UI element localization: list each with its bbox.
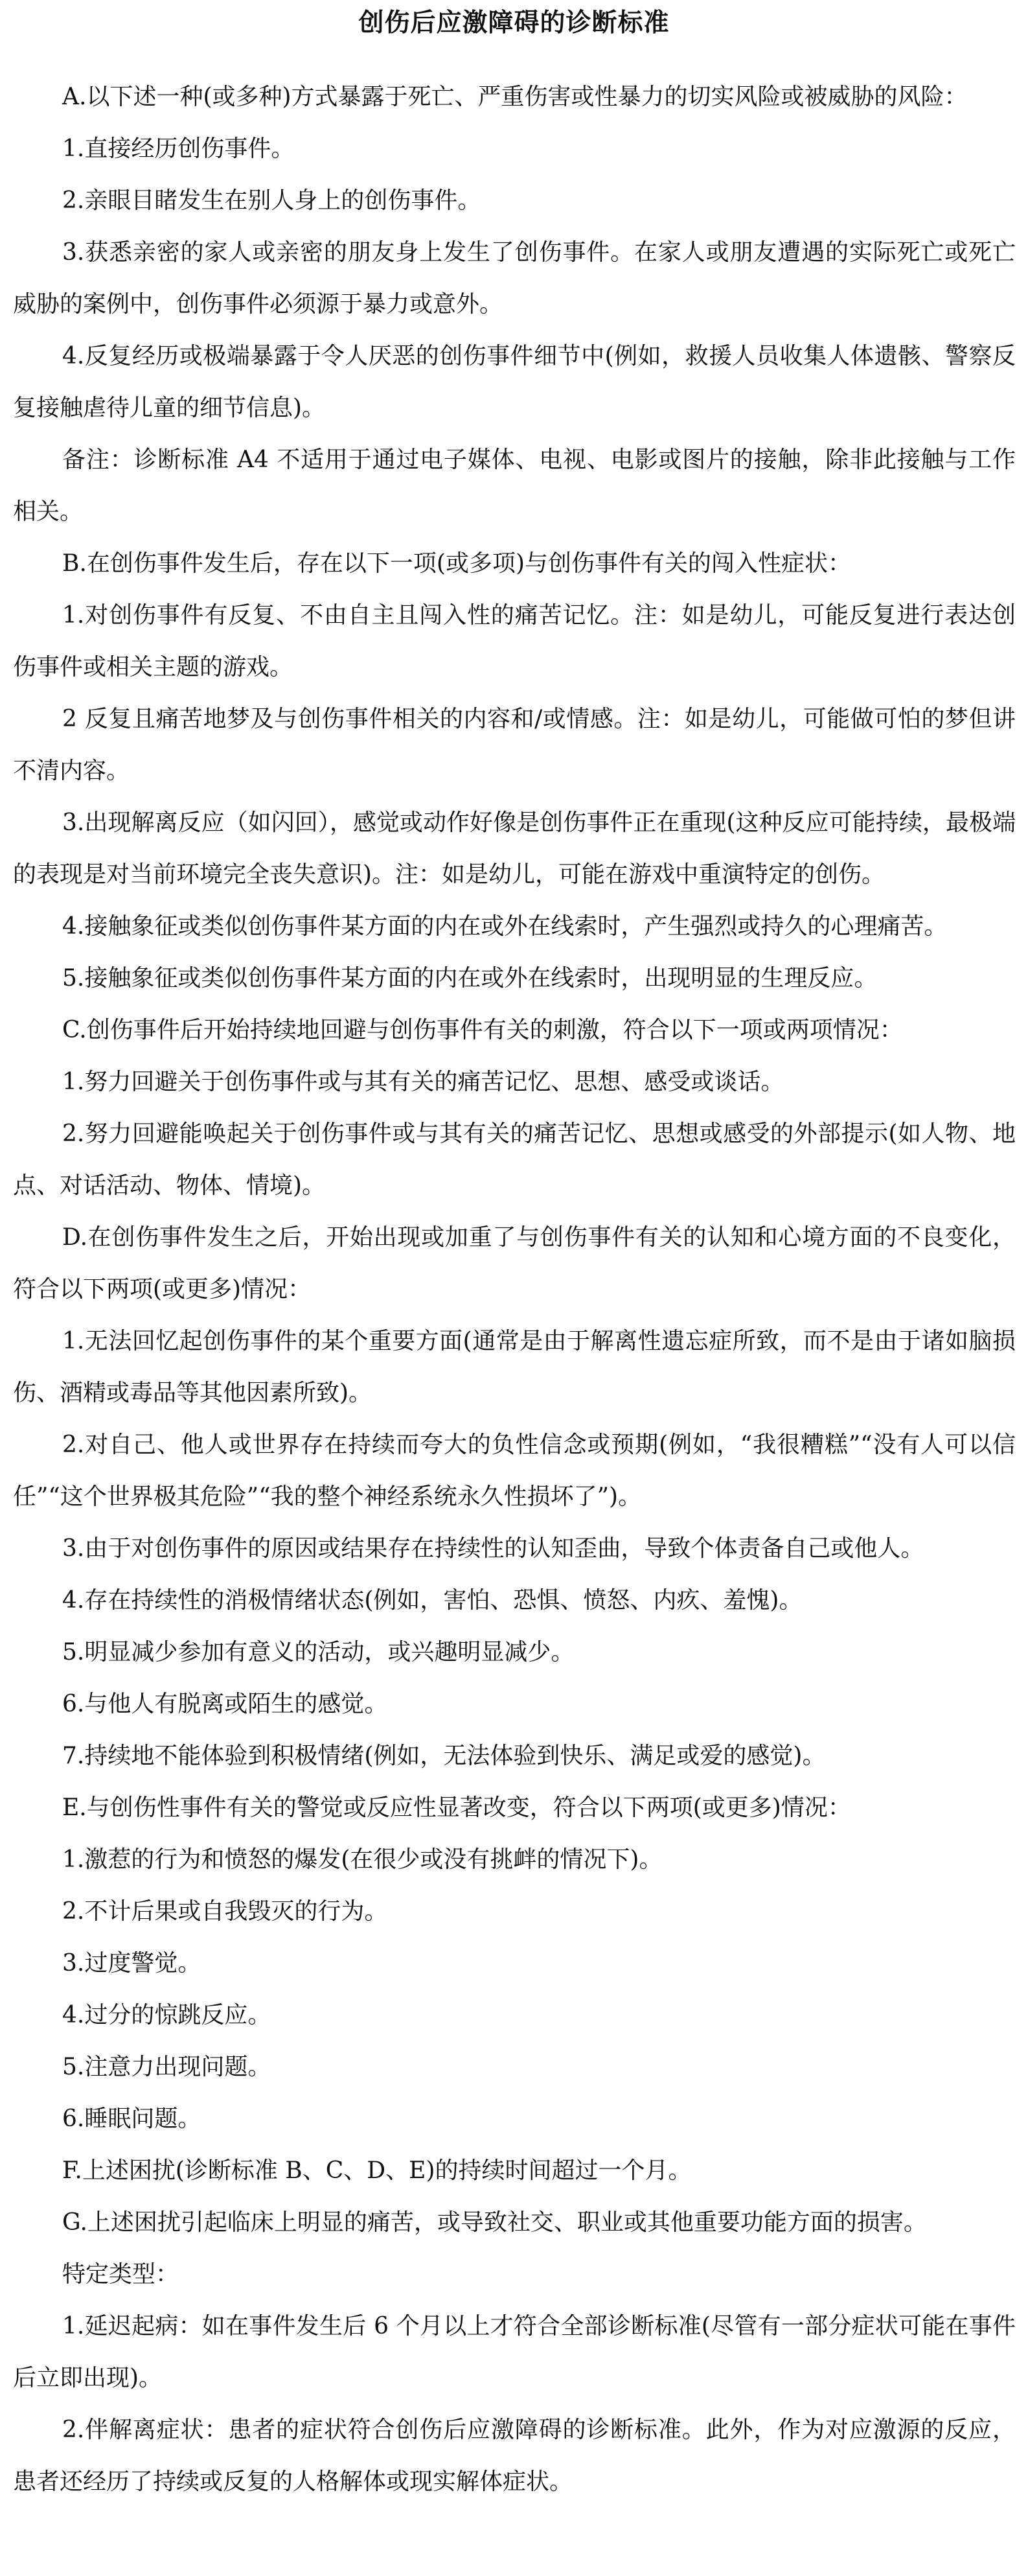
document-title: 创伤后应激障碍的诊断标准	[358, 8, 670, 38]
paragraph: 2 反复且痛苦地梦及与创伤事件相关的内容和/或情感。注：如是幼儿，可能做可怕的梦但讲不清内容。	[13, 706, 1016, 784]
paragraph: G.上述困扰引起临床上明显的痛苦，或导致社交、职业或其他重要功能方面的损害。	[62, 2209, 927, 2236]
paragraph: 2.努力回避能唤起关于创伤事件或与其有关的痛苦记忆、思想或感受的外部提示(如人物、地点、对话活动、物体、情境)。	[13, 1120, 1016, 1199]
paragraph: 2.不计后果或自我毁灭的行为。	[62, 1898, 388, 1925]
paragraph: 6.与他人有脱离或陌生的感觉。	[62, 1691, 388, 1717]
paragraph: 2.伴解离症状：患者的症状符合创伤后应激障碍的诊断标准。此外，作为对应激源的反应，患者还经历了持续或反复的人格解体或现实解体症状。	[13, 2417, 1016, 2495]
paragraph: 4.接触象征或类似创伤事件某方面的内在或外在线索时，产生强烈或持久的心理痛苦。	[62, 913, 948, 940]
paragraph: 4.存在持续性的消极情绪状态(例如，害怕、恐惧、愤怒、内疚、羞愧)。	[62, 1587, 803, 1614]
paragraph: 7.持续地不能体验到积极情绪(例如，无法体验到快乐、满足或爱的感觉)。	[62, 1743, 826, 1769]
paragraph: 备注：诊断标准 A4 不适用于通过电子媒体、电视、电影或图片的接触，除非此接触与工作相关。	[13, 447, 1016, 525]
paragraph: 3.过度警觉。	[62, 1950, 201, 1977]
paragraph: F.上述困扰(诊断标准 B、C、D、E)的持续时间超过一个月。	[62, 2157, 692, 2184]
paragraph: 3.出现解离反应（如闪回），感觉或动作好像是创伤事件正在重现(这种反应可能持续，最极端的表现是对当前环境完全丧失意识)。注：如是幼儿，可能在游戏中重演特定的创伤。	[13, 809, 1016, 888]
paragraph: 特定类型：	[62, 2261, 179, 2288]
paragraph: 1.直接经历创伤事件。	[62, 135, 295, 162]
paragraph: 1.无法回忆起创伤事件的某个重要方面(通常是由于解离性遗忘症所致，而不是由于诸如脑损伤、酒精或毒品等其他因素所致)。	[13, 1328, 1016, 1406]
paragraph: C.创伤事件后开始持续地回避与创伤事件有关的刺激，符合以下一项或两项情况：	[62, 1017, 903, 1043]
paragraph: 2.亲眼目睹发生在别人身上的创伤事件。	[62, 187, 481, 214]
paragraph: E.与创伤性事件有关的警觉或反应性显著改变，符合以下两项(或更多)情况：	[62, 1794, 851, 1821]
paragraph: 3.获悉亲密的家人或亲密的朋友身上发生了创伤事件。在家人或朋友遭遇的实际死亡或死亡威胁的案例中，创伤事件必须源于暴力或意外。	[13, 239, 1016, 318]
paragraph: 4.反复经历或极端暴露于令人厌恶的创伤事件细节中(例如，救援人员收集人体遗骸、警察反复接触虐待儿童的细节信息)。	[13, 343, 1016, 421]
paragraph: 5.明显减少参加有意义的活动，或兴趣明显减少。	[62, 1639, 575, 1665]
paragraph: 6.睡眠问题。	[62, 2106, 201, 2132]
paragraph: 1.努力回避关于创伤事件或与其有关的痛苦记忆、思想、感受或谈话。	[62, 1069, 784, 1095]
paragraph: 1.对创伤事件有反复、不由自主且闯入性的痛苦记忆。注：如是幼儿，可能反复进行表达创伤事件或相关主题的游戏。	[13, 602, 1016, 680]
paragraph: 4.过分的惊跳反应。	[62, 2002, 271, 2028]
paragraph: 2.对自己、他人或世界存在持续而夸大的负性信念或预期(例如，“我很糟糕”“没有人可以信任”“这个世界极其危险”“我的整个神经系统永久性损坏了”)。	[13, 1432, 1016, 1510]
paragraph: A.以下述一种(或多种)方式暴露于死亡、严重伤害或性暴力的切实风险或被威胁的风险：	[62, 84, 968, 110]
document-body	[13, 71, 1016, 2508]
paragraph: D.在创伤事件发生之后，开始出现或加重了与创伤事件有关的认知和心境方面的不良变化，符合以下两项(或更多)情况：	[13, 1224, 1016, 1303]
paragraph: 5.注意力出现问题。	[62, 2054, 271, 2080]
paragraph: B.在创伤事件发生后，存在以下一项(或多项)与创伤事件有关的闯入性症状：	[62, 550, 851, 577]
paragraph: 3.由于对创伤事件的原因或结果存在持续性的认知歪曲，导致个体责备自己或他人。	[62, 1535, 924, 1562]
paragraph: 1.激惹的行为和愤怒的爆发(在很少或没有挑衅的情况下)。	[62, 1846, 663, 1873]
paragraph: 5.接触象征或类似创伤事件某方面的内在或外在线索时，出现明显的生理反应。	[62, 965, 878, 992]
paragraph: 1.延迟起病：如在事件发生后 6 个月以上才符合全部诊断标准(尽管有一部分症状可能在事件后立即出现)。	[13, 2313, 1016, 2391]
